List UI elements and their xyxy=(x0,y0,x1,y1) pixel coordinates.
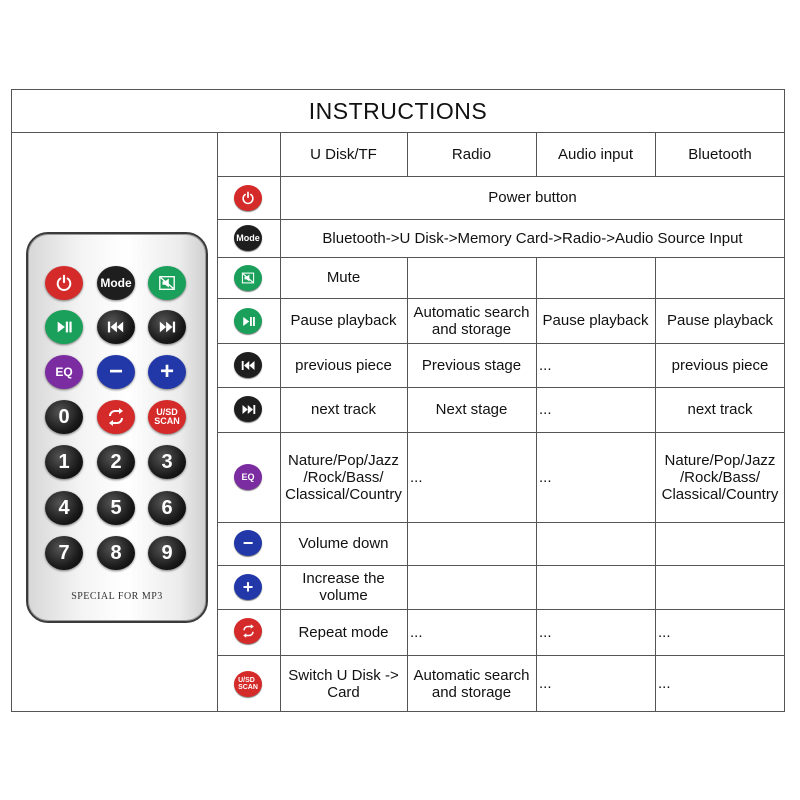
row-next-c4: next track xyxy=(687,401,753,418)
repeat-icon xyxy=(106,408,126,426)
remote-plus-button: + xyxy=(148,355,186,389)
row-repeat-c2: ... xyxy=(410,623,423,641)
eq-icon: EQ xyxy=(234,464,262,490)
remote-power-button xyxy=(45,266,83,300)
previous-icon xyxy=(234,352,262,378)
header-bluetooth: Bluetooth xyxy=(688,145,752,163)
row-usd-c4: ... xyxy=(658,675,671,692)
remote-usd-scan-button: U/SD SCAN xyxy=(148,400,186,434)
row-volup-c2 xyxy=(407,565,536,609)
header-radio: Radio xyxy=(451,145,492,163)
mute-icon xyxy=(158,274,176,292)
row-eq-c4: Nature/Pop/Jazz /Rock/Bass/ Classical/Country xyxy=(661,451,779,503)
remote-caption: SPECIAL FOR MP3 xyxy=(71,591,163,602)
row-prev-c3: ... xyxy=(539,356,552,374)
row-repeat-c3: ... xyxy=(539,623,552,641)
row-mute-c2 xyxy=(407,257,536,298)
row-voldown-c2 xyxy=(407,522,536,565)
previous-icon xyxy=(107,320,125,334)
row-mode-desc: Bluetooth->U Disk->Memory Card->Radio->Audio Source Input xyxy=(322,229,743,247)
remote-next-button xyxy=(148,310,186,344)
row-usd-c1: Switch U Disk -> Card xyxy=(288,666,399,701)
row-volup-c4 xyxy=(655,565,785,609)
row-play-c4: Pause playback xyxy=(667,312,773,329)
row-mute-c1: Mute xyxy=(326,269,361,286)
next-icon xyxy=(234,396,262,422)
remote-digit-1: 1 xyxy=(45,445,83,479)
row-usd-c3: ... xyxy=(539,675,552,692)
remote-prev-button xyxy=(97,310,135,344)
instructions-table xyxy=(217,132,785,712)
row-power-desc: Power button xyxy=(488,189,577,206)
play-pause-icon xyxy=(234,308,262,334)
row-voldown-c4 xyxy=(655,522,785,565)
remote-zero-button: 0 xyxy=(45,400,83,434)
row-repeat-c4: ... xyxy=(658,623,671,641)
remote-digit-6: 6 xyxy=(148,491,186,525)
remote-minus-button: − xyxy=(97,355,135,389)
row-prev-c2: Previous stage xyxy=(421,356,522,374)
remote-digit-7: 7 xyxy=(45,536,83,570)
remote-area xyxy=(12,132,218,712)
repeat-icon xyxy=(234,618,262,644)
remote-digit-3: 3 xyxy=(148,445,186,479)
remote-mute-button xyxy=(148,266,186,300)
row-mute-c4 xyxy=(655,257,785,298)
remote-digit-2: 2 xyxy=(97,445,135,479)
row-next-c2: Next stage xyxy=(435,401,508,418)
remote-digit-9: 9 xyxy=(148,536,186,570)
remote-eq-button: EQ xyxy=(45,355,83,389)
row-play-c1: Pause playback xyxy=(290,312,397,329)
row-voldown-c1: Volume down xyxy=(298,535,389,552)
row-usd-c2: Automatic search and storage xyxy=(413,666,530,701)
remote-play-button xyxy=(45,310,83,344)
page-title: INSTRUCTIONS xyxy=(12,90,784,133)
remote-repeat-button xyxy=(97,400,135,434)
usd-scan-icon: U/SD SCAN xyxy=(234,671,262,697)
header-audio-input: Audio input xyxy=(557,145,634,163)
remote-digit-8: 8 xyxy=(97,536,135,570)
row-next-c1: next track xyxy=(310,401,377,418)
remote-mode-button: Mode xyxy=(97,266,135,300)
row-eq-c3: ... xyxy=(539,468,552,486)
power-icon xyxy=(55,274,73,292)
remote-control xyxy=(26,232,208,623)
remote-digit-4: 4 xyxy=(45,491,83,525)
row-prev-c4: previous piece xyxy=(671,356,769,374)
next-icon xyxy=(158,320,176,334)
row-voldown-c3 xyxy=(536,522,655,565)
mute-icon xyxy=(234,265,262,291)
minus-icon: − xyxy=(234,530,262,556)
row-play-c2: Automatic search and storage xyxy=(413,303,530,338)
row-mute-c3 xyxy=(536,257,655,298)
row-volup-c3 xyxy=(536,565,655,609)
row-eq-c2: ... xyxy=(410,468,423,486)
play-pause-icon xyxy=(55,320,73,334)
mode-icon: Mode xyxy=(234,225,262,251)
row-prev-c1: previous piece xyxy=(295,356,392,374)
plus-icon: + xyxy=(234,574,262,600)
row-repeat-c1: Repeat mode xyxy=(298,623,389,641)
row-volup-c1: Increase the volume xyxy=(302,570,385,604)
instructions-sheet xyxy=(11,89,785,712)
row-play-c3: Pause playback xyxy=(542,312,649,329)
remote-digit-5: 5 xyxy=(97,491,135,525)
header-udisk: U Disk/TF xyxy=(310,145,377,163)
power-icon xyxy=(234,185,262,211)
row-eq-c1: Nature/Pop/Jazz /Rock/Bass/ Classical/Country xyxy=(285,451,402,503)
row-next-c3: ... xyxy=(539,401,552,418)
